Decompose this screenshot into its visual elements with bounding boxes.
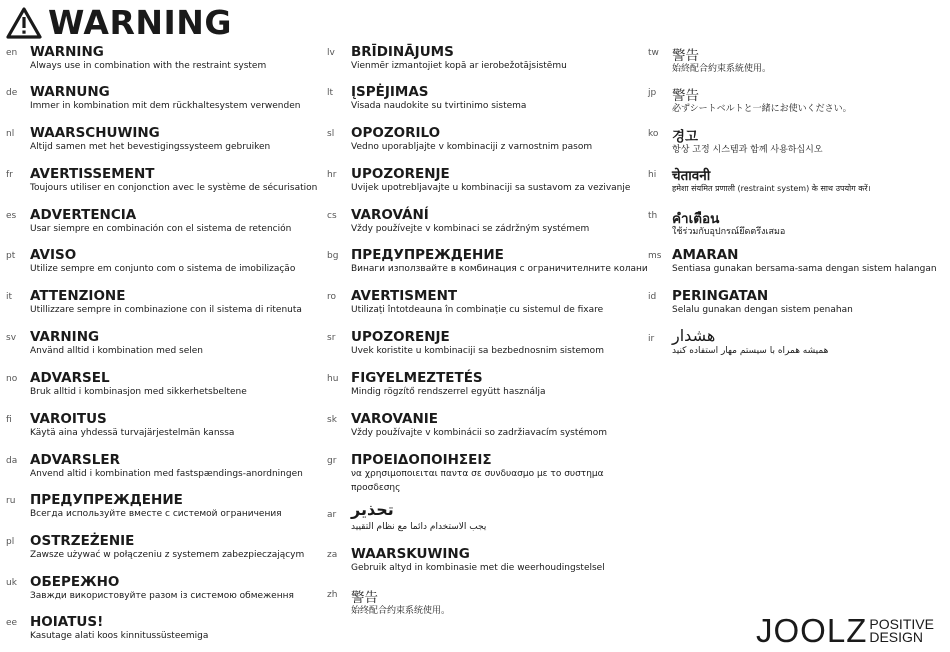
warning-word: 警告 xyxy=(351,590,378,606)
language-code: pt xyxy=(6,251,16,261)
language-code: sl xyxy=(327,129,335,139)
warning-text: Bruk alltid i kombinasjon med sikkerhetsbeltene xyxy=(30,387,247,397)
warning-text: Винаги използвайте в комбинация с ограничителните колани xyxy=(351,264,648,274)
warning-word: BRĪDINĀJUMS xyxy=(351,44,454,60)
warning-text: Utilizați întotdeauna în combinație cu sistemul de fixare xyxy=(351,305,604,315)
warning-word: ΠΡΟΕΙΔΟΠΟΙΗΣΕΙΣ xyxy=(351,452,492,468)
warning-word: ATTENZIONE xyxy=(30,288,126,304)
language-code: it xyxy=(6,292,13,302)
warning-word: ПРЕДУПРЕЖДЕНИЕ xyxy=(351,247,504,263)
language-code: ro xyxy=(327,292,337,302)
language-code: es xyxy=(6,211,17,221)
warning-text: να χρησιμοποιειται παντα σε συνδυασμο με το συστημα xyxy=(351,469,604,479)
warning-text: 항상 고정 시스템과 함께 사용하십시오 xyxy=(672,145,823,155)
warning-word: UPOZORENJE xyxy=(351,329,450,345)
language-code: fi xyxy=(6,415,12,425)
warning-text: Visada naudokite su tvirtinimo sistema xyxy=(351,101,527,111)
warning-word: AVERTISSEMENT xyxy=(30,166,155,182)
warning-text: ใช้ร่วมกับอุปกรณ์ยึดตรึงเสมอ xyxy=(672,227,786,237)
logo-tagline-line-2: DESIGN xyxy=(869,629,924,645)
warning-text: Gebruik altyd in kombinasie met die weerhoudingstelsel xyxy=(351,563,605,573)
language-code: sv xyxy=(6,333,17,343)
language-code: jp xyxy=(648,88,657,98)
language-code: ee xyxy=(6,618,18,628)
warning-text: Immer in kombination mit dem rückhaltesystem verwenden xyxy=(30,101,301,111)
warning-word: PERINGATAN xyxy=(672,288,769,304)
language-code: zh xyxy=(327,590,338,600)
language-code: nl xyxy=(6,129,15,139)
language-code: ir xyxy=(648,334,655,344)
warning-text: Vedno uporabljajte v kombinaciji z varnostnim pasom xyxy=(351,142,593,152)
warning-word: 警告 xyxy=(672,48,699,64)
logo-tagline-line-1: POSITIVE xyxy=(869,616,934,632)
language-code: ko xyxy=(648,129,659,139)
language-code: fr xyxy=(6,170,13,180)
warning-word: WARNUNG xyxy=(30,84,110,100)
warning-word: 경고 xyxy=(672,129,699,145)
logo-tagline xyxy=(867,618,934,644)
language-code: gr xyxy=(327,456,337,466)
warning-word: WARNING xyxy=(30,44,104,60)
warning-word: 警告 xyxy=(672,88,699,104)
warning-word: OPOZORILO xyxy=(351,125,441,141)
warning-text: Always use in combination with the restraint system xyxy=(30,61,267,71)
language-code: de xyxy=(6,88,18,98)
warning-word: VARNING xyxy=(30,329,100,345)
language-code: cs xyxy=(327,211,337,221)
warning-text: 始终配合约束系统使用。 xyxy=(351,606,451,616)
warning-word: ADVERTENCIA xyxy=(30,207,137,223)
language-code: ms xyxy=(648,251,662,261)
language-code: lt xyxy=(327,88,334,98)
language-code: sr xyxy=(327,333,336,343)
language-code: pl xyxy=(6,537,15,547)
warning-word: ĮSPĖJIMAS xyxy=(351,84,429,100)
language-code: ar xyxy=(327,510,337,520)
warning-text: Vždy používejte v kombinaci se zádržným systémem xyxy=(351,224,590,234)
page-header xyxy=(6,4,232,42)
warning-text: يجب الاستخدام دائما مع نظام التقييد xyxy=(351,522,487,532)
warning-text: Vienmēr izmantojiet kopā ar ierobežotājsistēmu xyxy=(351,61,567,71)
warning-text: Zawsze używać w połączeniu z systemem zabezpieczającym xyxy=(30,550,305,560)
warning-text-continued: προσδεσης xyxy=(351,483,401,493)
warning-text: همیشه همراه با سیستم مهار استفاده کنید xyxy=(672,346,829,356)
language-code: th xyxy=(648,211,658,221)
warning-word: ADVARSLER xyxy=(30,452,120,468)
warning-text: Använd alltid i kombination med selen xyxy=(30,346,204,356)
warning-word: AVISO xyxy=(30,247,77,263)
language-code: no xyxy=(6,374,18,384)
warning-text: Всегда используйте вместе с системой ограничения xyxy=(30,509,282,519)
warning-word: VAROITUS xyxy=(30,411,107,427)
warning-text: Selalu gunakan dengan sistem penahan xyxy=(672,305,853,315)
warning-text: Anvend altid i kombination med fastspændings-anordningen xyxy=(30,469,303,479)
warning-text: Завжди використовуйте разом із системою обмеження xyxy=(30,591,294,601)
language-code: en xyxy=(6,48,18,58)
language-code: lv xyxy=(327,48,335,58)
warning-word: هشدار xyxy=(672,326,716,345)
warning-text: Sentiasa gunakan bersama-sama dengan sistem halangan xyxy=(672,264,937,274)
joolz-logo xyxy=(756,614,934,648)
warning-text: Uvek koristite u kombinaciji sa bezbednosnim sistemom xyxy=(351,346,604,356)
warning-text: Vždy používajte v kombinácii so zadržiavacím systémom xyxy=(351,428,607,438)
warning-text: 始終配合約束系統使用。 xyxy=(672,64,772,74)
warning-word: AMARAN xyxy=(672,247,739,263)
language-code: ru xyxy=(6,496,16,506)
page-title: WARNING xyxy=(48,3,232,42)
warning-text: Uvijek upotrebljavajte u kombinaciji sa sustavom za vezivanje xyxy=(351,183,631,193)
warning-text: Kasutage alati koos kinnitussüsteemiga xyxy=(30,631,209,641)
warning-word: HOIATUS! xyxy=(30,614,104,630)
warning-triangle-icon xyxy=(6,7,42,39)
warning-word: UPOZORENJE xyxy=(351,166,450,182)
warning-text: हमेशा संयमित प्रणाली (restraint system) के साथ उपयोग करें। xyxy=(672,184,871,193)
warning-word: OSTRZEŻENIE xyxy=(30,533,135,549)
language-code: da xyxy=(6,456,18,466)
logo-brand: JOOLZ xyxy=(756,612,868,649)
warning-word: WAARSCHUWING xyxy=(30,125,160,141)
warning-word: ADVARSEL xyxy=(30,370,110,386)
language-code: hu xyxy=(327,374,339,384)
warning-word: تحذير xyxy=(351,500,394,519)
language-code: sk xyxy=(327,415,337,425)
language-code: id xyxy=(648,292,657,302)
language-code: bg xyxy=(327,251,339,261)
warning-word: चेतावनी xyxy=(672,168,711,184)
warning-word: FIGYELMEZTETÉS xyxy=(351,370,483,386)
language-code: tw xyxy=(648,48,659,58)
warning-text: Utilize sempre em conjunto com o sistema de imobilização xyxy=(30,264,296,274)
language-code: hr xyxy=(327,170,337,180)
warning-word: WAARSKUWING xyxy=(351,546,470,562)
warning-text: Usar siempre en combinación con el sistema de retención xyxy=(30,224,292,234)
warning-text: Altijd samen met het bevestigingssysteem gebruiken xyxy=(30,142,271,152)
warning-word: ОБЕРЕЖНО xyxy=(30,574,120,590)
warning-word: VAROVÁNÍ xyxy=(351,207,429,223)
warning-text: Toujours utiliser en conjonction avec le système de sécurisation xyxy=(30,183,318,193)
warning-word: คำเตือน xyxy=(672,211,720,227)
warning-text: 必ずシートベルトと一緒にお使いください。 xyxy=(672,104,852,114)
language-code: uk xyxy=(6,578,17,588)
warning-word: VAROVANIE xyxy=(351,411,439,427)
warning-text: Käytä aina yhdessä turvajärjestelmän kanssa xyxy=(30,428,235,438)
warning-word: ПРЕДУПРЕЖДЕНИЕ xyxy=(30,492,183,508)
warning-text: Mindig rögzítő rendszerrel együtt használja xyxy=(351,387,546,397)
warning-word: AVERTISMENT xyxy=(351,288,458,304)
warning-text: Utillizzare sempre in combinazione con il sistema di ritenuta xyxy=(30,305,302,315)
language-code: za xyxy=(327,550,338,560)
language-code: hi xyxy=(648,170,657,180)
